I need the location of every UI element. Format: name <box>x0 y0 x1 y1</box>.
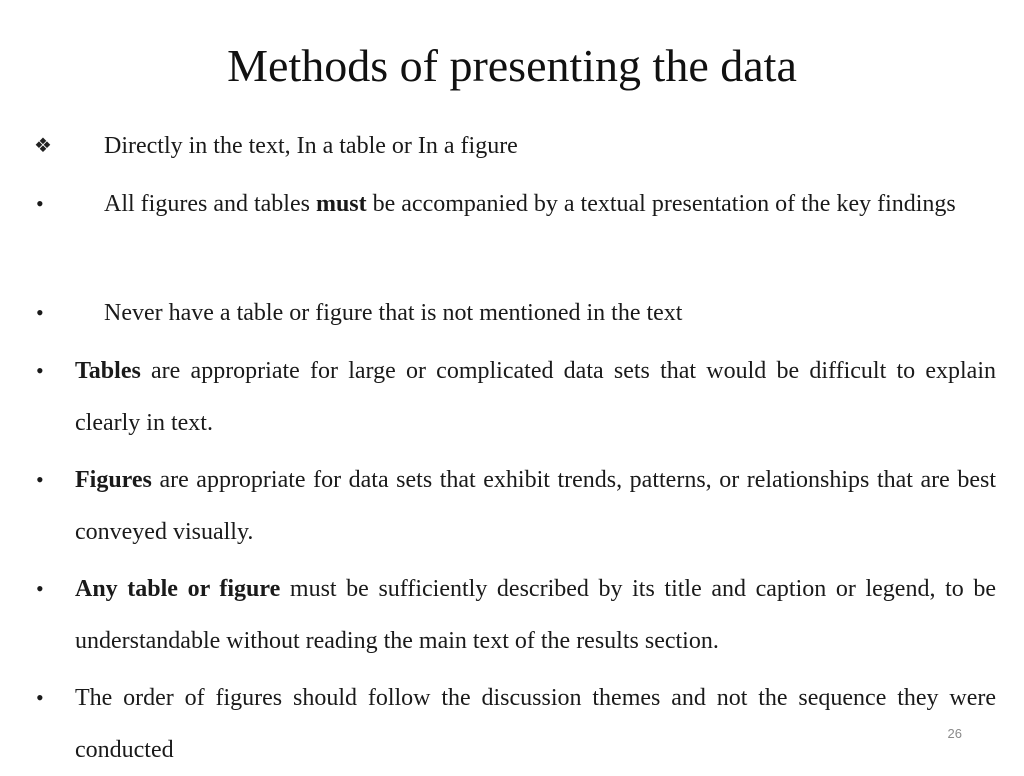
bullet-text <box>104 120 996 172</box>
bullet-text-emphasis: Tables <box>75 358 141 384</box>
dot-bullet-icon: • <box>36 300 44 325</box>
bullet-text-part: must be sufficiently described by its title and caption or legend, to be understandable without reading the main text of the results section. <box>75 576 996 654</box>
bullet-text-part: Never have a table or figure that is not mentioned in the text <box>104 300 683 326</box>
bullet-text-emphasis: Figures <box>75 467 152 493</box>
bullet-text-part: All figures and tables <box>104 191 316 217</box>
bullet-text <box>75 345 996 449</box>
bullet-text <box>104 178 996 230</box>
dot-bullet-icon: • <box>36 685 44 710</box>
slide-title: Methods of presenting the data <box>227 40 797 91</box>
bullet-text <box>75 563 996 667</box>
dot-bullet-icon: • <box>36 467 44 492</box>
dot-bullet-icon: • <box>36 191 44 216</box>
dot-bullet-icon: • <box>36 576 44 601</box>
bullet-text <box>75 454 996 558</box>
bullet-text-emphasis: Any table or figure <box>75 576 281 602</box>
bullet-text <box>75 672 996 776</box>
diamond-bullet-icon: ❖ <box>34 135 52 157</box>
bullet-text-part: Directly in the text, In a table or In a figure <box>104 133 518 159</box>
bullet-text-part: are appropriate for data sets that exhibit trends, patterns, or relationships that are best conveyed visually. <box>75 467 996 545</box>
page-number: 26 <box>947 726 962 741</box>
bullet-text <box>104 287 996 339</box>
dot-bullet-icon: • <box>36 358 44 383</box>
bullet-text-part: are appropriate for large or complicated data sets that would be difficult to explain clearly in text. <box>75 358 996 436</box>
bullet-text-emphasis: must <box>315 191 367 217</box>
bullet-text-part: be accompanied by a textual presentation of the key findings <box>366 191 956 217</box>
bullet-text-part: The order of figures should follow the discussion themes and not the sequence they were conducted <box>75 685 996 763</box>
